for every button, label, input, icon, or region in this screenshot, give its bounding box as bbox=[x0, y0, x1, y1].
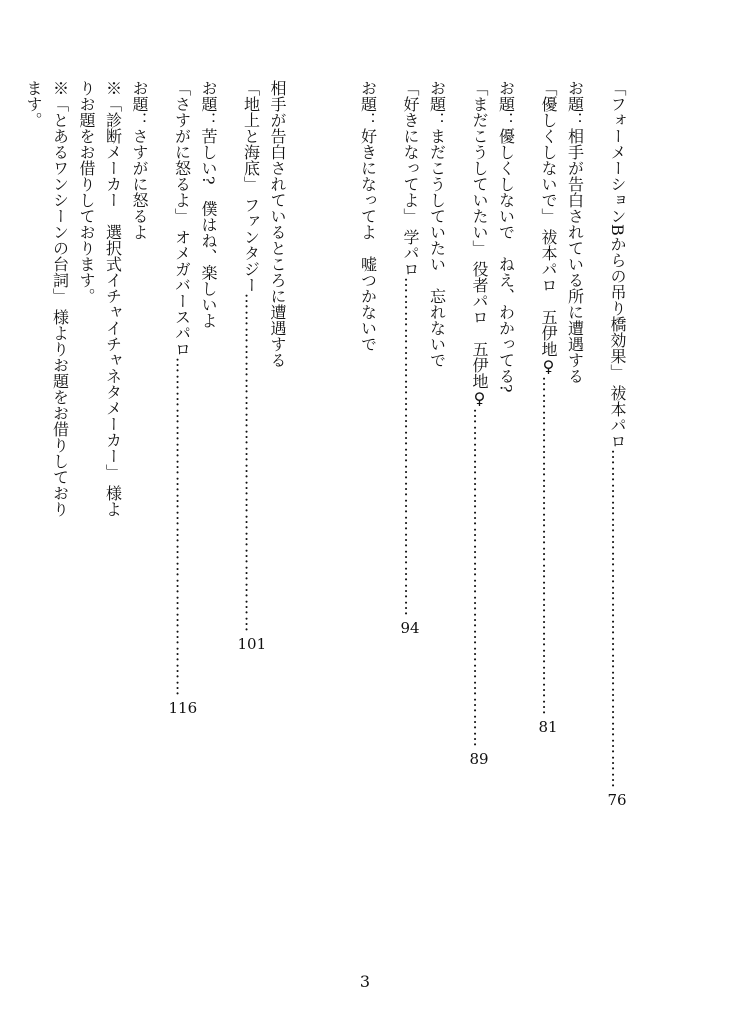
toc-page-number: 116 bbox=[168, 699, 198, 718]
toc-leader-dots: …………………………………………………… bbox=[241, 293, 261, 634]
toc-entry-5[interactable] bbox=[237, 80, 267, 654]
toc-page-number: 94 bbox=[400, 619, 420, 638]
page-number: 3 bbox=[359, 972, 371, 991]
toc-page-number: 81 bbox=[538, 718, 558, 737]
credit-note-2-continued: ます。 bbox=[24, 80, 43, 128]
toc-entry-subtitle: お題：優しくしないで ねえ、わかってる? bbox=[496, 80, 516, 393]
toc-entry-6[interactable] bbox=[168, 80, 198, 718]
toc-entry-3[interactable] bbox=[466, 80, 493, 769]
credit-note-2: ※「とあるワンシーンの台詞」 様よりお題をお借りしており bbox=[50, 80, 70, 518]
toc-entry-subtitle: お題：さすがに怒るよ bbox=[130, 80, 149, 240]
toc-entry-subtitle: お題：相手が告白されている所に遭遇する bbox=[565, 80, 585, 384]
toc-entry-title: 「フォーメーションBからの吊り橋効果」 祓本パロ bbox=[608, 80, 627, 449]
toc-page-number: 76 bbox=[607, 790, 627, 809]
toc-leader-dots: …………………………………………………… bbox=[470, 408, 489, 749]
table-of-contents bbox=[20, 80, 631, 809]
toc-page-number: 89 bbox=[469, 750, 489, 769]
toc-entry-1[interactable] bbox=[604, 80, 631, 809]
toc-entry-title: 「好きになってよ」 学パロ bbox=[401, 80, 420, 278]
toc-entry-title: 「まだこうしていたい」 役者パロ 五伊地♀ bbox=[470, 80, 489, 409]
toc-leader-dots: …………………………………………………… bbox=[539, 376, 558, 717]
toc-entry-2[interactable] bbox=[535, 80, 562, 737]
toc-leader-dots: …………………………………………………… bbox=[172, 357, 192, 698]
toc-leader-dots: …………………………………………………… bbox=[401, 277, 420, 618]
toc-page-number: 101 bbox=[237, 635, 267, 654]
toc-entry-subtitle-continued: 相手が告白されているところに遭遇する bbox=[268, 80, 287, 368]
toc-entry-subtitle: お題：好きになってよ 嘘つかないで bbox=[358, 80, 378, 352]
credit-note-1-continued: りお題をお借りしております。 bbox=[77, 80, 96, 304]
toc-entry-title: 「地上と海底」 ファンタジー bbox=[241, 80, 261, 294]
toc-leader-dots: …………………………………………………… bbox=[608, 448, 627, 789]
toc-entry-title: 「優しくしないで」 祓本パロ 五伊地♀ bbox=[539, 80, 558, 377]
credit-note-1: ※「診断メーカー 選択式イチャイチャネタメーカー」 様よ bbox=[103, 80, 123, 518]
toc-entry-subtitle: お題：まだこうしていたい 忘れないで bbox=[427, 80, 447, 368]
toc-entry-subtitle: お題：苦しい? 僕はね、楽しいよ bbox=[199, 80, 218, 329]
toc-entry-title: 「さすがに怒るよ」 オメガバースパロ bbox=[172, 80, 192, 358]
toc-entry-4[interactable] bbox=[397, 80, 424, 638]
